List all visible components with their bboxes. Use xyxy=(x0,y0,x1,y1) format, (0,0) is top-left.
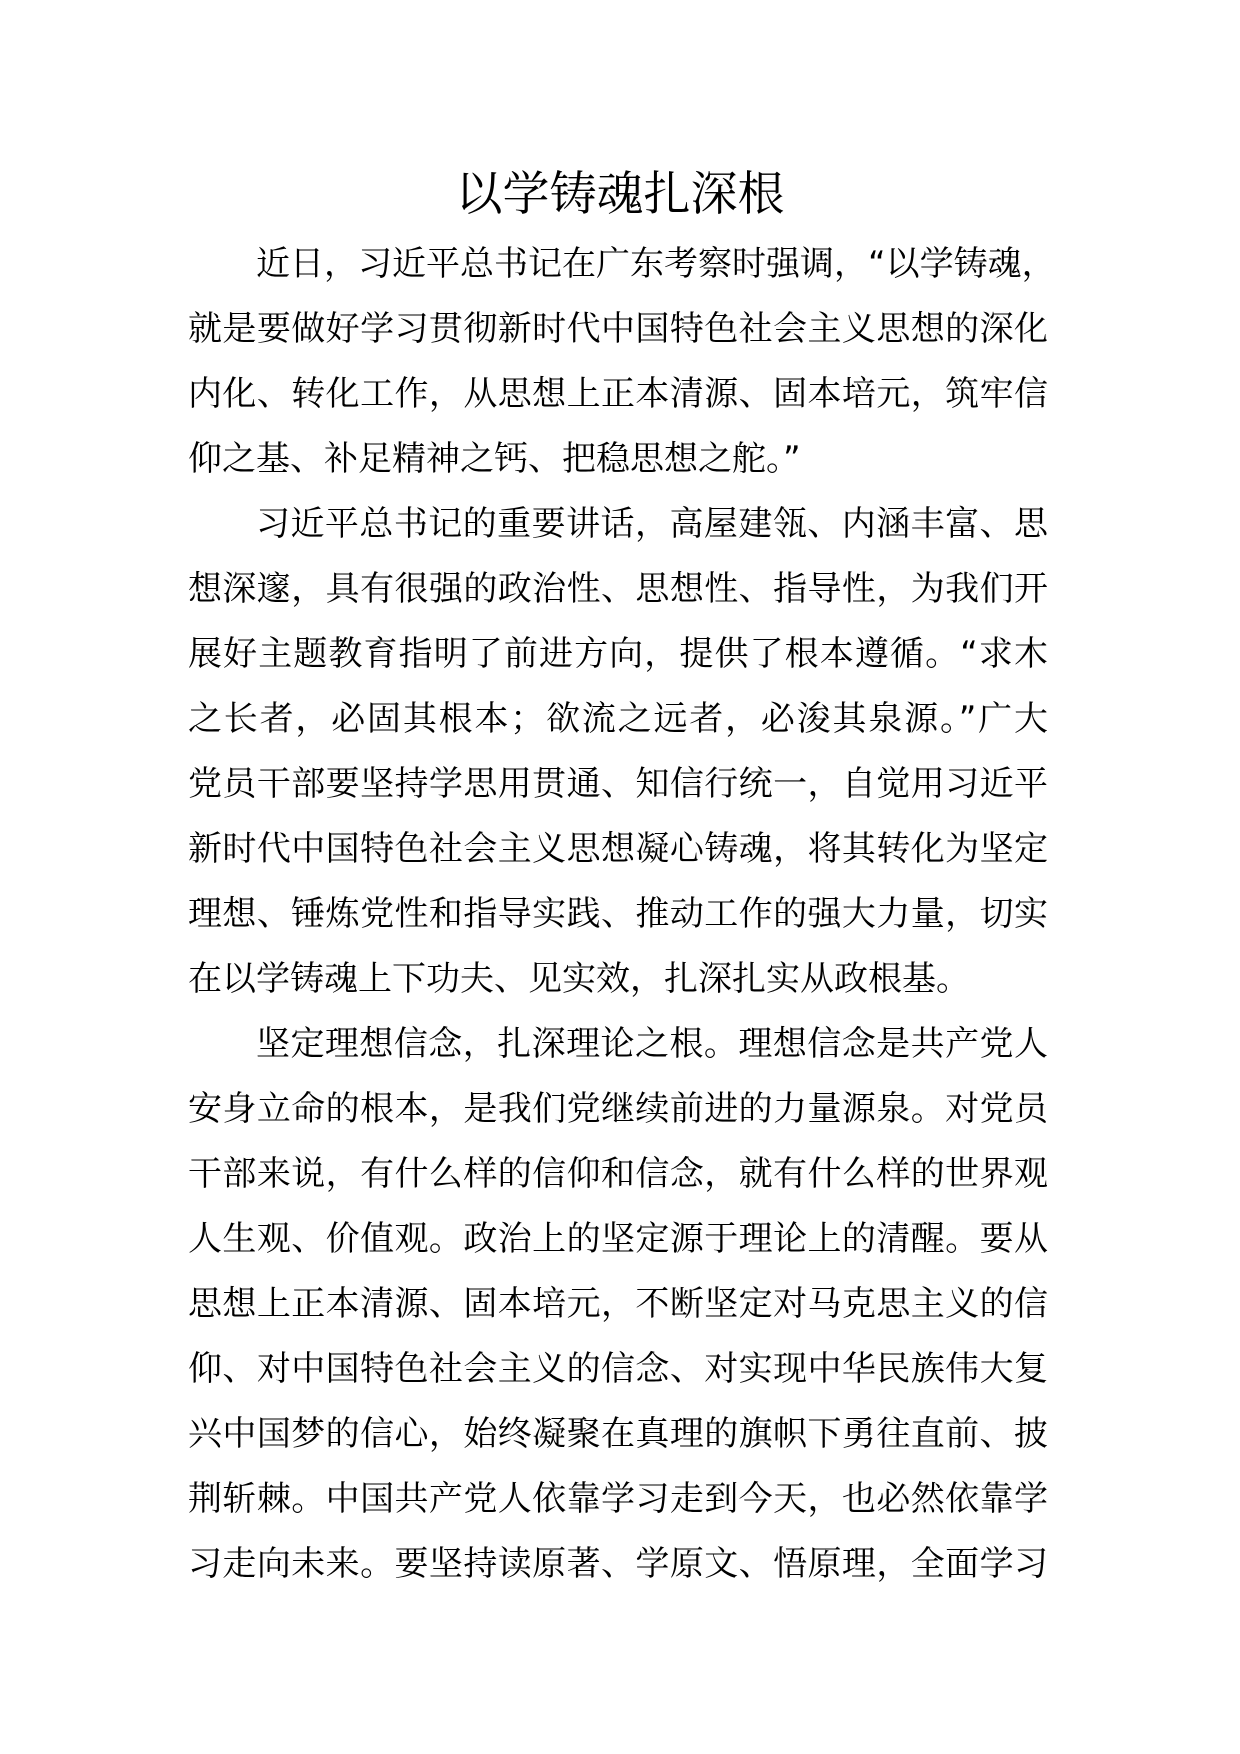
text-line: 仰之基、补足精神之钙、把稳思想之舵。” xyxy=(188,439,801,479)
text-line: 就是要做好学习贯彻新时代中国特色社会主义思想的深化 xyxy=(188,309,1048,349)
text-line: 想深邃，具有很强的政治性、思想性、指导性，为我们开 xyxy=(188,569,1048,609)
text-line: 习近平总书记的重要讲话，高屋建瓴、内涵丰富、思 xyxy=(256,504,1048,544)
text-line: 坚定理想信念，扎深理论之根。理想信念是共产党人 xyxy=(256,1024,1048,1064)
text-line: 安身立命的根本，是我们党继续前进的力量源泉。对党员 xyxy=(188,1089,1048,1129)
text-line: 在以学铸魂上下功夫、见实效，扎深扎实从政根基。 xyxy=(188,959,970,999)
paragraph-3 xyxy=(188,1012,1048,1597)
text-line: 新时代中国特色社会主义思想凝心铸魂，将其转化为坚定 xyxy=(188,829,1048,869)
text-line: 之长者，必固其根本；欲流之远者，必浚其泉源。”广大 xyxy=(188,699,1048,739)
text-line: 展好主题教育指明了前进方向，提供了根本遵循。“求木 xyxy=(188,634,1048,674)
text-line: 党员干部要坚持学思用贯通、知信行统一，自觉用习近平 xyxy=(188,764,1048,804)
text-line: 理想、锤炼党性和指导实践、推动工作的强大力量，切实 xyxy=(188,894,1048,934)
text-line: 人生观、价值观。政治上的坚定源于理论上的清醒。要从 xyxy=(188,1219,1048,1259)
text-line: 思想上正本清源、固本培元，不断坚定对马克思主义的信 xyxy=(188,1284,1048,1324)
document-title: 以学铸魂扎深根 xyxy=(455,167,785,222)
text-line: 内化、转化工作，从思想上正本清源、固本培元，筑牢信 xyxy=(188,374,1048,414)
paragraph-1 xyxy=(188,232,1056,492)
text-line: 兴中国梦的信心，始终凝聚在真理的旗帜下勇往直前、披 xyxy=(188,1414,1048,1454)
text-line: 近日，习近平总书记在广东考察时强调，“以学铸魂， xyxy=(256,244,1056,284)
paragraph-2 xyxy=(188,492,1048,1012)
text-line: 干部来说，有什么样的信仰和信念，就有什么样的世界观 xyxy=(188,1154,1048,1194)
document-body xyxy=(188,232,1056,1597)
text-line: 荆斩棘。中国共产党人依靠学习走到今天，也必然依靠学 xyxy=(188,1479,1048,1519)
text-line: 习走向未来。要坚持读原著、学原文、悟原理，全面学习 xyxy=(188,1544,1048,1584)
text-line: 仰、对中国特色社会主义的信念、对实现中华民族伟大复 xyxy=(188,1349,1048,1389)
